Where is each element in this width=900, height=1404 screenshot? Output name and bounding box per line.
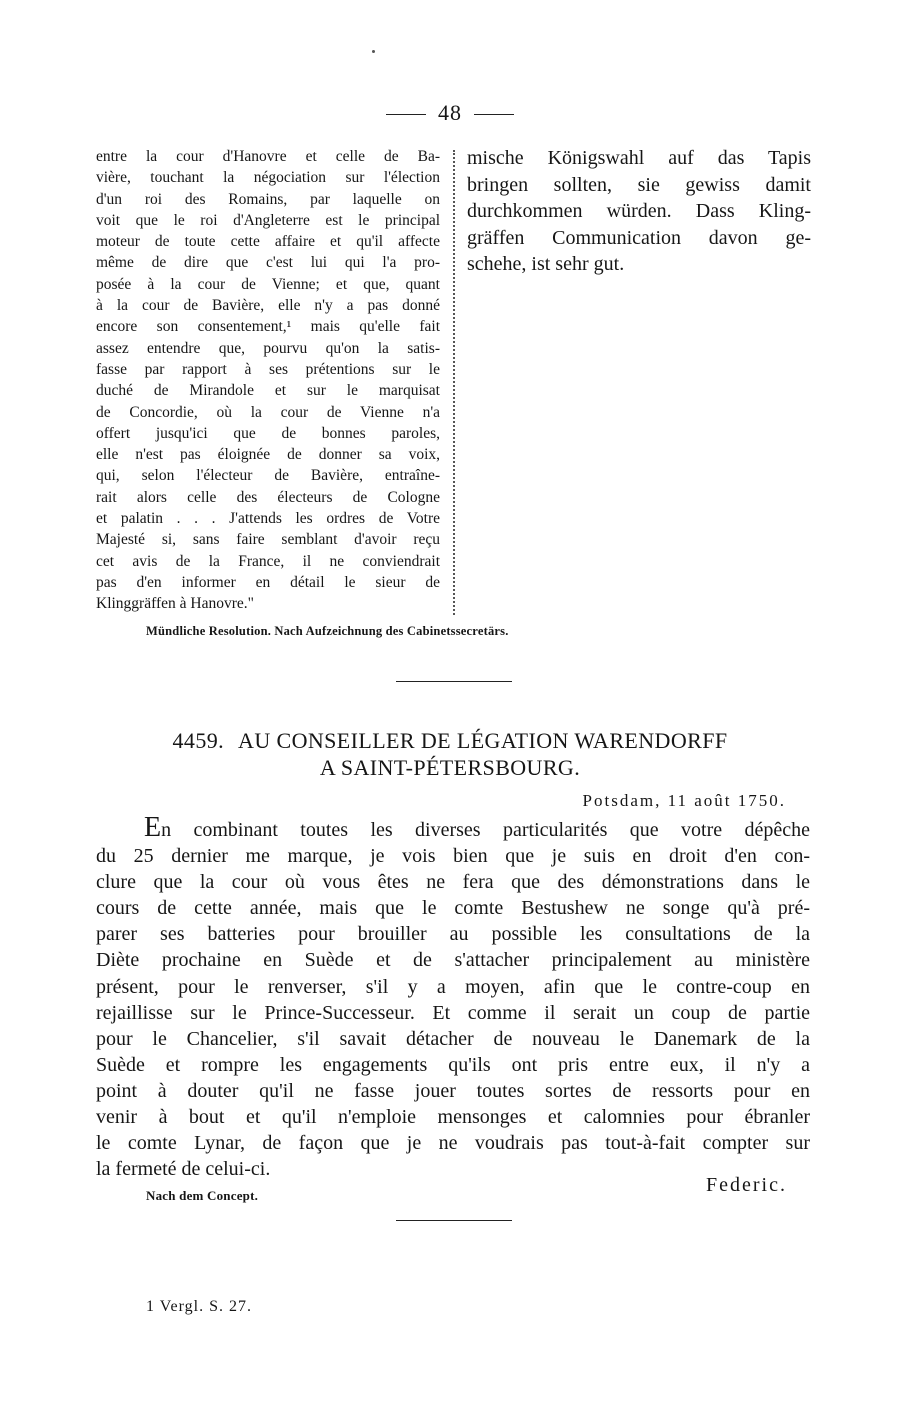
left-column-line: Majesté si, sans faire semblant d'avoir reçu <box>96 531 440 549</box>
left-column-line: duché de Mirandole et sur le marquisat <box>96 382 440 400</box>
page-number: 48 <box>438 100 462 125</box>
letter-line: rejaillisse sur le Prince-Successeur. Et comme il serait un coup de partie <box>96 1001 810 1024</box>
right-column-line: bringen sollten, sie gewiss damit <box>467 173 811 196</box>
letter-line-first <box>96 812 810 843</box>
letter-place-date: Potsdam, 11 août 1750. <box>582 791 786 810</box>
left-column-line: de Concordie, où la cour de Vienne n'a <box>96 403 440 421</box>
right-column-line: mische Königswahl auf das Tapis <box>467 147 811 169</box>
left-column-line: moteur de toute cette affaire et qu'il affecte <box>96 233 440 251</box>
letter-line: présent, pour le renverser, s'il y a moyen, afin que le contre-coup en <box>96 975 810 998</box>
left-column-line: elle n'est pas éloignée de donner sa voix, <box>96 446 440 464</box>
letter-line: clure que la cour où vous êtes ne fera que des démonstrations dans le <box>96 871 810 894</box>
letter-title-line-2: A SAINT-PÉTERSBOURG. <box>319 755 581 780</box>
letter-title-line-1: AU CONSEILLER DE LÉGATION WARENDORFF <box>238 728 728 753</box>
right-column-line: schehe, ist sehr gut. <box>467 253 625 275</box>
left-column-line: même de dire que c'est lui qui l'a pro- <box>96 254 440 272</box>
letter-line: parer ses batteries pour brouiller au possible les consultations de la <box>96 923 810 946</box>
section-rule <box>396 1220 512 1221</box>
left-column-line: Klinggräffen à Hanovre." <box>96 595 254 613</box>
letter-line: venir à bout et qu'il n'emploie mensonges et calomnies pour ébranler <box>96 1106 810 1129</box>
right-column-line: durchkommen würden. Dass Kling- <box>467 200 811 222</box>
letter-number: 4459. <box>172 728 225 753</box>
source-note: Mündliche Resolution. Nach Aufzeichnung des Cabinetssecretärs. <box>146 624 509 638</box>
left-column-line: et palatin . . . J'attends les ordres de Votre <box>96 510 440 528</box>
left-column-line: voit que le roi d'Angleterre est le principal <box>96 211 440 229</box>
left-column-text <box>96 146 440 615</box>
left-column-line: posée à la cour de Vienne; et que, quant <box>96 275 440 293</box>
left-column-line: cet avis de la France, il ne conviendrait <box>96 552 440 570</box>
letter-line: le comte Lynar, de façon que je ne voudrais pas tout-à-fait compter sur <box>96 1132 810 1155</box>
letter-line: cours de cette année, mais que le comte Bestushew ne songe qu'à pré- <box>96 897 810 920</box>
letter-first-line-text: n combinant toutes les diverses particularités que votre dépêche <box>161 819 810 841</box>
letter-line: pour le Chancelier, s'il savait détacher de nouveau le Danemark de la <box>96 1027 810 1050</box>
letter-line: point à douter qu'il ne fasse jouer toutes sortes de ressorts pour en <box>96 1079 810 1102</box>
source-note-concept: Nach dem Concept. <box>146 1188 259 1203</box>
header-dash-left <box>386 114 426 115</box>
scan-speck <box>372 50 375 53</box>
left-column-line: entre la cour d'Hanovre et celle de Ba- <box>96 148 440 165</box>
column-divider <box>453 150 455 615</box>
left-column-line: pas d'en informer en détail le sieur de <box>96 573 440 591</box>
left-column-line: qui, selon l'électeur de Bavière, entraîne- <box>96 467 440 485</box>
page-number-header <box>0 100 900 126</box>
letter-heading <box>0 727 900 781</box>
left-column-line: vière, touchant la négociation sur l'élection <box>96 169 440 187</box>
letter-line: Suède et rompre les engagements qu'ils ont pris entre eux, il n'y a <box>96 1053 810 1076</box>
letter-line: la fermeté de celui-ci. <box>96 1158 271 1181</box>
signature: Federic. <box>706 1174 787 1196</box>
letter-body <box>96 812 810 1182</box>
left-column-line: offert jusqu'ici que de bonnes paroles, <box>96 424 440 442</box>
left-column-line: à la cour de Bavière, elle n'y a pas donné <box>96 297 440 315</box>
section-rule <box>396 681 512 682</box>
left-column-line: d'un roi des Romains, par laquelle on <box>96 190 440 208</box>
letter-heading-line-1 <box>0 727 900 754</box>
right-column-line: gräffen Communication davon ge- <box>467 226 811 249</box>
letter-line: du 25 dernier me marque, je vois bien que je suis en droit d'en con- <box>96 845 810 868</box>
right-column-text <box>467 145 811 278</box>
left-column-line: assez entendre que, pourvu qu'on la satis- <box>96 339 440 357</box>
header-dash-right <box>474 114 514 115</box>
left-column-line: fasse par rapport à ses prétentions sur le <box>96 360 440 378</box>
left-column-line: encore son consentement,¹ mais qu'elle fait <box>96 318 440 336</box>
left-column-line: rait alors celle des électeurs de Cologne <box>96 488 440 506</box>
letter-line: Diète prochaine en Suède et de s'attacher principalement au ministère <box>96 949 810 972</box>
footnote: 1 Vergl. S. 27. <box>146 1298 252 1315</box>
letter-initial: E <box>144 812 162 843</box>
